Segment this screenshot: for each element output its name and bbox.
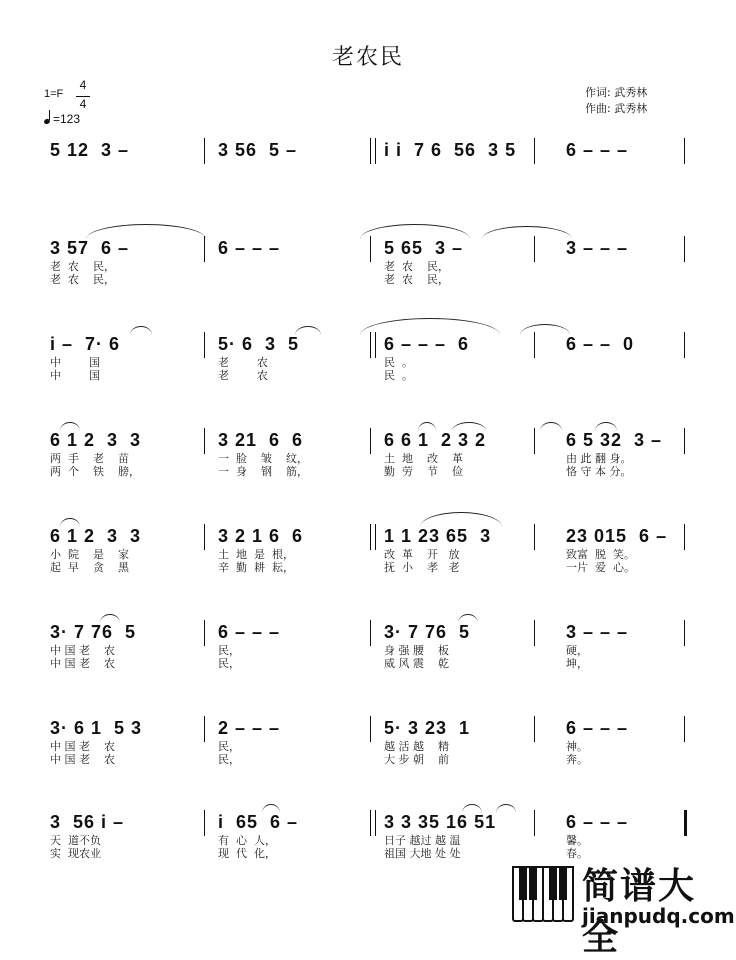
lyric-verse-1: 由 此 翻 身。 [566,452,632,465]
lyric-verse-1: 日子 越过 越 温 [384,834,461,847]
slur-arc [60,518,80,527]
measure [50,620,136,670]
lyric-verse-1: 老 农 民， [384,260,449,273]
time-signature-bottom: 4 [76,96,90,111]
bar-line [534,428,535,454]
measure [218,138,297,162]
bar-line [370,810,371,836]
lyric-verse-1: 老 农 民， [50,260,115,273]
note-line: 6 – – – [566,140,629,160]
lyric-verse-2: 勤 劳 节 俭 [384,465,463,478]
lyric-verse-1: 中 国 老 农 [50,740,115,753]
measure [50,716,142,766]
lyric-verse-1: 两 手 老 苗 [50,452,129,465]
slur-arc [462,804,482,813]
lyric-verse-2: 一片 爱 心。 [566,561,635,574]
note-line: 6 – – 0 [566,334,635,354]
bar-line [204,620,205,646]
note-line: 6 – – – 6 [384,334,470,354]
measure [384,716,470,766]
slur-arc [130,326,152,335]
slur-arc [420,512,502,527]
bar-line [684,810,687,836]
lyric-verse-1: 天 道不负 [50,834,101,847]
measure [566,716,628,766]
note-line: 3 – – – [566,238,629,258]
bar-line [370,620,371,646]
bar-line [370,524,371,550]
key-signature: 1=F [44,88,64,100]
tempo-marking [44,112,80,126]
note-line: 6 5 32 3 – [566,430,663,450]
note-line: 6 1 2 3 3 [50,526,142,546]
measure [218,332,299,382]
note-line: 5· 6 3 5 [218,334,300,354]
lyric-verse-2: 祖国 大地 处 处 [384,847,461,860]
lyric-verse-2: 老 农 [218,369,268,382]
slur-arc [595,422,617,431]
slur-arc [418,422,436,431]
time-signature-top: 4 [79,78,87,92]
bar-line [684,716,685,742]
lyric-verse-1: 馨。 [566,834,588,847]
bar-line [534,716,535,742]
bar-line [204,138,205,164]
lyric-verse-1: 硬， [566,644,588,657]
lyric-verse-1: 越 活 越 精 [384,740,449,753]
note-line: 23 015 6 – [566,526,668,546]
slur-arc [100,614,120,623]
lyric-verse-2: 恪 守 本 分。 [566,465,632,478]
slur-arc [540,422,562,431]
slur-arc [86,224,206,239]
lyric-verse-2: 民， [218,657,240,670]
measure [566,236,628,260]
double-bar-line [375,810,376,836]
measure [218,716,280,766]
lyric-verse-1: 有 心 人， [218,834,276,847]
bar-line [534,138,535,164]
note-line: 3 3 35 16 51 [384,812,497,832]
lyric-verse-1: 民， [218,644,240,657]
measure [566,138,628,162]
bar-line [204,810,205,836]
note-line: 6 – – – [566,718,629,738]
note-line: 3 57 6 – [50,238,130,258]
measure [384,620,470,670]
measure [218,236,280,260]
note-line: 3· 7 76 5 [384,622,471,642]
lyric-verse-2: 实 现农业 [50,847,101,860]
bar-line [534,620,535,646]
measure [384,810,496,860]
note-line: 1 1 23 65 3 [384,526,492,546]
measure [50,236,129,286]
slur-arc [295,326,321,335]
slur-arc [496,804,516,813]
measure [566,332,634,356]
lyric-verse-2: 民 。 [384,369,413,382]
slur-arc [360,318,500,335]
tempo-value: =123 [53,112,81,126]
bar-line [204,524,205,550]
note-line: 3· 7 76 5 [50,622,137,642]
lyric-verse-1: 致富 脱 笑。 [566,548,635,561]
lyric-verse-1: 民 。 [384,356,413,369]
lyricist-credit: 作词: 武秀林 [585,86,648,99]
bar-line [534,236,535,262]
bar-line [204,428,205,454]
measure [384,236,463,286]
lyric-verse-2: 辛 勤 耕 耘， [218,561,294,574]
lyric-verse-2: 民， [218,753,240,766]
lyric-verse-2: 老 农 民， [50,273,115,286]
lyric-verse-2: 中 国 [50,369,100,382]
lyric-verse-1: 中 国 老 农 [50,644,115,657]
bar-line [684,620,685,646]
bar-line [684,524,685,550]
lyric-verse-1: 土 地 改 革 [384,452,463,465]
lyric-verse-2: 中 国 老 农 [50,657,115,670]
lyric-verse-1: 改 革 开 放 [384,548,460,561]
lyric-verse-1: 老 农 [218,356,268,369]
note-line: 6 – – – [218,622,281,642]
measure [218,524,303,574]
lyric-verse-1: 一 脸 皱 纹， [218,452,308,465]
measure [566,524,667,574]
measure [218,810,298,860]
measure [50,524,141,574]
double-bar-line [375,332,376,358]
slur-arc [360,224,470,239]
bar-line [534,524,535,550]
note-line: i 65 6 – [218,812,299,832]
measure [384,428,486,478]
bar-line [684,138,685,164]
slur-arc [262,804,280,813]
measure [384,138,516,162]
note-line: 3 56 i – [50,812,125,832]
note-line: 3· 6 1 5 3 [50,718,143,738]
note-line: 5 12 3 – [50,140,130,160]
measure [566,428,662,478]
slur-arc [60,422,80,431]
lyric-verse-2: 威 风 震 乾 [384,657,449,670]
watermark-brand: 简谱大全 [582,866,697,958]
lyric-verse-2: 奔。 [566,753,588,766]
measure [218,620,280,670]
watermark-url: jianpudq.com [582,904,735,928]
measure [384,524,491,574]
bar-line [684,332,685,358]
lyric-verse-2: 坤， [566,657,588,670]
slur-arc [482,226,572,239]
lyric-verse-2: 老 农 民， [384,273,449,286]
bar-line [370,236,371,262]
bar-line [370,428,371,454]
bar-line [534,810,535,836]
note-line: 3 2 1 6 6 [218,526,304,546]
bar-line [370,716,371,742]
slur-arc [458,614,478,623]
note-line: i i 7 6 56 3 5 [384,140,517,160]
song-title: 老农民 [331,45,404,70]
note-line: 3 – – – [566,622,629,642]
slur-arc [520,324,570,335]
lyric-verse-2: 春。 [566,847,588,860]
note-line: 2 – – – [218,718,281,738]
measure [566,620,628,670]
double-bar-line [375,524,376,550]
measure [50,428,141,478]
bar-line [204,716,205,742]
lyric-verse-1: 民， [218,740,240,753]
note-line: 6 – – – [218,238,281,258]
bar-line [204,332,205,358]
lyric-verse-1: 神。 [566,740,588,753]
note-line: 6 – – – [566,812,629,832]
bar-line [684,236,685,262]
measure [50,810,124,860]
slur-arc [452,422,486,431]
bar-line [370,138,371,164]
lyric-verse-1: 土 地 是 根， [218,548,294,561]
lyric-verse-1: 小 院 是 家 [50,548,129,561]
piano-keys-icon [512,866,576,922]
lyric-verse-2: 抚 小 孝 老 [384,561,460,574]
double-bar-line [375,138,376,164]
lyric-verse-2: 中 国 老 农 [50,753,115,766]
lyric-verse-2: 大 步 朝 前 [384,753,449,766]
note-line: i – 7· 6 [50,334,121,354]
bar-line [534,332,535,358]
note-stem [49,110,50,120]
measure [384,332,469,382]
note-line: 3 21 6 6 [218,430,304,450]
measure [218,428,308,478]
note-line: 5 65 3 – [384,238,464,258]
bar-line [684,428,685,454]
measure [50,332,120,382]
lyric-verse-1: 身 强 腰 板 [384,644,449,657]
lyric-verse-2: 一 身 钢 筋， [218,465,308,478]
note-line: 6 6 1 2 3 2 [384,430,487,450]
bar-line [204,236,205,262]
lyric-verse-1: 中 国 [50,356,100,369]
measure [566,810,628,860]
measure [50,138,129,162]
site-watermark [512,858,735,958]
note-line: 3 56 5 – [218,140,298,160]
composer-credit: 作曲: 武秀林 [585,102,648,115]
lyric-verse-2: 现 代 化， [218,847,276,860]
note-line: 5· 3 23 1 [384,718,471,738]
bar-line [370,332,371,358]
note-line: 6 1 2 3 3 [50,430,142,450]
lyric-verse-2: 起 早 贪 黑 [50,561,129,574]
lyric-verse-2: 两 个 铁 膀， [50,465,140,478]
